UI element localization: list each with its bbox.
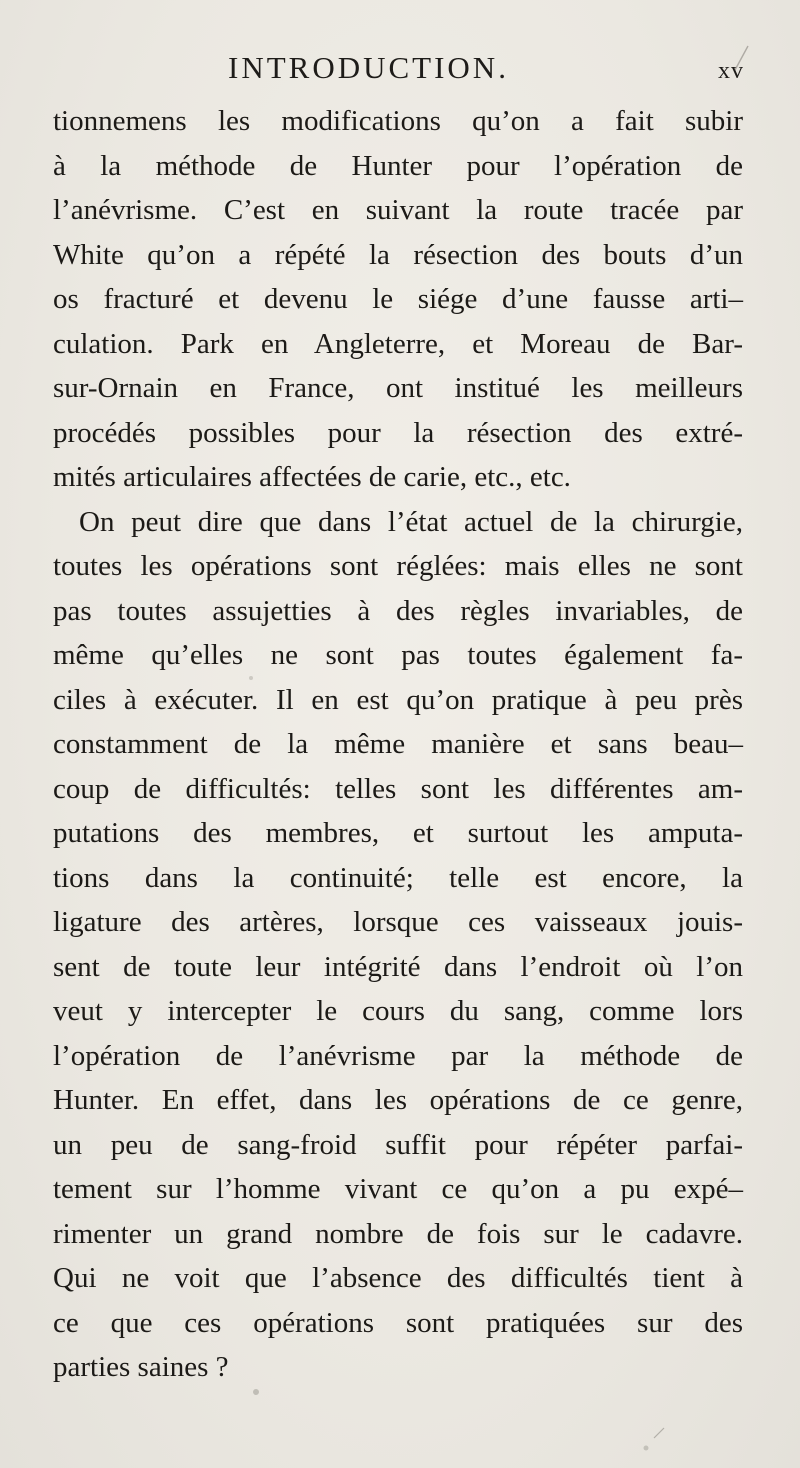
paragraph-start-line: On peut dire que dans l’état actuel de la chirurgie, [79,505,743,538]
text-line: pas toutes assujetties à des règles invariables, de [53,594,743,627]
text-line: tement sur l’homme vivant ce qu’on a pu expé– [53,1173,743,1205]
text-line: un peu de sang-froid suffit pour répéter parfai- [53,1128,743,1161]
text-line: sur-Ornain en France, ont institué les meilleurs [53,372,743,404]
text-line: ce que ces opérations sont pratiquées sur des [53,1306,743,1339]
text-line: même qu’elles ne sont pas toutes également fa- [53,639,743,671]
text-line: constamment de la même manière et sans beau– [53,728,743,760]
text-line: os fracturé et devenu le siége d’une fausse arti– [53,283,743,315]
text-line: ligature des artères, lorsque ces vaisseaux jouis- [53,906,743,938]
text-line: l’anévrisme. C’est en suivant la route tracée par [53,194,743,226]
text-line: Hunter. En effet, dans les opérations de ce genre, [53,1084,743,1116]
text-line: veut y intercepter le cours du sang, comme lors [53,995,743,1027]
text-line: à la méthode de Hunter pour l’opération de [53,149,743,182]
text-line: ciles à exécuter. Il en est qu’on pratique à peu près [53,683,743,716]
text-line: parties saines ? [53,1351,229,1383]
text-line: coup de difficultés: telles sont les différentes am- [53,772,743,805]
running-head [0,50,800,90]
text-line: mités articulaires affectées de carie, etc., etc. [53,461,571,493]
text-line: tionnemens les modifications qu’on a fait subir [53,105,743,137]
text-line: culation. Park en Angleterre, et Moreau de Bar- [53,327,743,360]
body-text [53,99,743,1390]
text-line: White qu’on a répété la résection des bouts d’un [53,238,743,271]
text-line: procédés possibles pour la résection des extré- [53,416,743,449]
running-title: INTRODUCTION. [228,50,509,85]
text-line: sent de toute leur intégrité dans l’endroit où l’on [53,950,743,983]
text-line: l’opération de l’anévrisme par la méthode de [53,1039,743,1072]
text-line: tions dans la continuité; telle est encore, la [53,861,743,894]
text-line: putations des membres, et surtout les amputa- [53,817,743,849]
text-line: toutes les opérations sont réglées: mais elles ne sont [53,550,743,582]
page-number: xv [718,58,744,84]
text-line: rimenter un grand nombre de fois sur le cadavre. [53,1217,743,1250]
text-line: Qui ne voit que l’absence des difficultés tient à [53,1262,743,1294]
